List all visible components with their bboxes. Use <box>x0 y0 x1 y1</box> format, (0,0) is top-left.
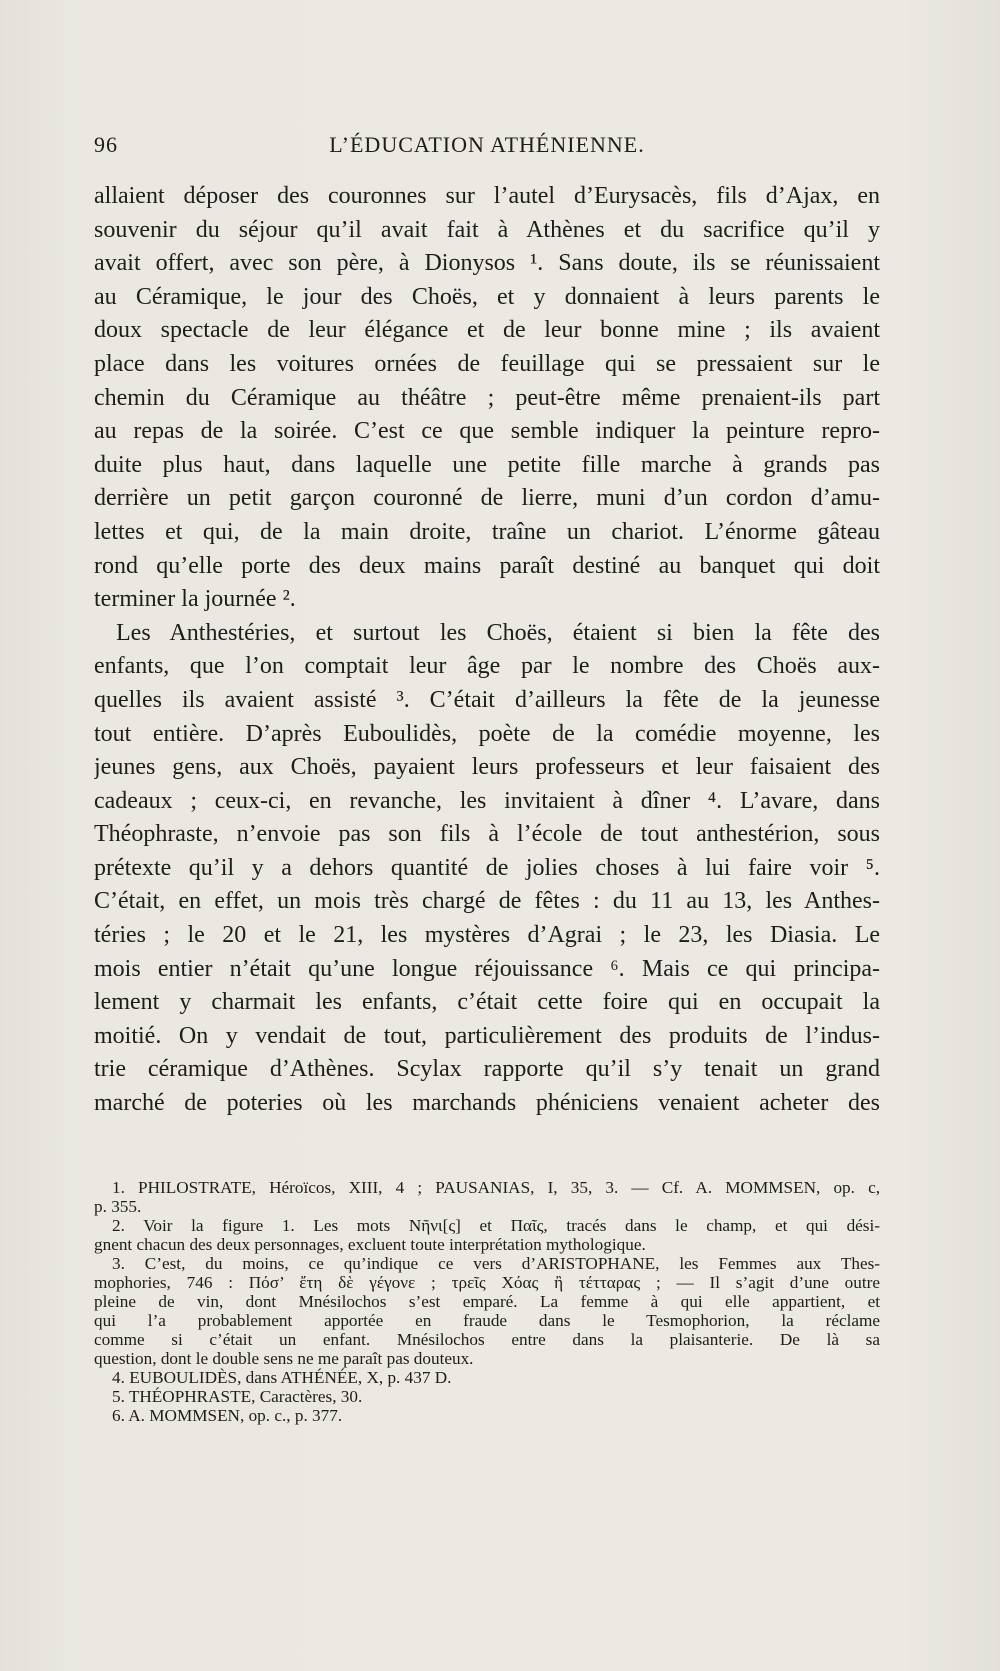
body-line: prétexte qu’il y a dehors quantité de jolies choses à lui faire voir ⁵. <box>94 854 880 881</box>
body-line: allaient déposer des couronnes sur l’autel d’Eurysacès, fils d’Ajax, en <box>94 183 880 209</box>
body-line: avait offert, avec son père, à Dionysos ¹. Sans doute, ils se réunissaient <box>94 250 880 277</box>
body-line: souvenir du séjour qu’il avait fait à Athènes et du sacrifice qu’il y <box>94 216 880 243</box>
paragraph-start-line: Les Anthestéries, et surtout les Choës, étaient si bien la fête des <box>116 619 880 646</box>
footnote-5: 5. THÉOPHRASTE, Caractères, 30. <box>112 1387 363 1406</box>
body-line: lement y charmait les enfants, c’était cette foire qui en occupait la <box>94 989 880 1016</box>
body-line: terminer la journée ². <box>94 586 296 613</box>
body-line: cadeaux ; ceux-ci, en revanche, les invitaient à dîner ⁴. L’avare, dans <box>94 787 880 814</box>
body-line: Théophraste, n’envoie pas son fils à l’école de tout anthestérion, sous <box>94 821 880 848</box>
body-line: mois entier n’était qu’une longue réjouissance ⁶. Mais ce qui principa- <box>94 955 880 982</box>
body-line: rond qu’elle porte des deux mains paraît destiné au banquet qui doit <box>94 552 880 579</box>
body-line: place dans les voitures ornées de feuillage qui se pressaient sur le <box>94 350 880 377</box>
body-line: marché de poteries où les marchands phéniciens venaient acheter des <box>94 1090 880 1117</box>
body-line: trie céramique d’Athènes. Scylax rapporte qu’il s’y tenait un grand <box>94 1056 880 1083</box>
body-line: quelles ils avaient assisté ³. C’était d’ailleurs la fête de la jeunesse <box>94 686 880 713</box>
body-line: lettes et qui, de la main droite, traîne un chariot. L’énorme gâteau <box>94 518 880 545</box>
body-text <box>94 180 880 1121</box>
footnote-line: p. 355. <box>94 1197 142 1216</box>
body-line: duite plus haut, dans laquelle une petite fille marche à grands pas <box>94 451 880 478</box>
body-line: moitié. On y vendait de tout, particulièrement des produits de l’indus- <box>94 1022 880 1049</box>
footnote-line: qui l’a probablement apportée en fraude dans le Tesmophorion, la réclame <box>94 1311 880 1330</box>
body-line: C’était, en effet, un mois très chargé de fêtes : du 11 au 13, les Anthes- <box>94 888 880 915</box>
footnote-line: gnent chacun des deux personnages, excluent toute interprétation mythologique. <box>94 1235 646 1254</box>
footnote-line: comme si c’était un enfant. Mnésilochos entre dans la plaisanterie. De là sa <box>94 1330 880 1349</box>
body-line: enfants, que l’on comptait leur âge par le nombre des Choës aux- <box>94 653 880 680</box>
body-line: jeunes gens, aux Choës, payaient leurs professeurs et leur faisaient des <box>94 754 880 781</box>
footnote-6: 6. A. MOMMSEN, op. c., p. 377. <box>112 1406 343 1425</box>
footnote-2: 2. Voir la figure 1. Les mots Νῆνι[ς] et Παῖς, tracés dans le champ, et qui dési- <box>112 1216 880 1235</box>
page-header <box>94 132 880 164</box>
footnote-line: mophories, 746 : Πόσ’ ἔτη δὲ γέγονε ; τρεῖς Χόας ἢ τέτταρας ; — Il s’agit d’une outre <box>94 1273 880 1292</box>
page-number: 96 <box>94 132 118 157</box>
body-line: au Céramique, le jour des Choës, et y donnaient à leurs parents le <box>94 283 880 310</box>
footnote-line: question, dont le double sens ne me paraît pas douteux. <box>94 1349 474 1368</box>
body-line: doux spectacle de leur élégance et de leur bonne mine ; ils avaient <box>94 317 880 344</box>
footnote-4: 4. EUBOULIDÈS, dans ATHÉNÉE, X, p. 437 D. <box>112 1368 452 1387</box>
body-line: téries ; le 20 et le 21, les mystères d’Agrai ; le 23, les Diasia. Le <box>94 922 880 949</box>
body-line: chemin du Céramique au théâtre ; peut-être même prenaient-ils part <box>94 384 880 411</box>
running-title: L’ÉDUCATION ATHÉNIENNE. <box>329 132 645 157</box>
body-line: au repas de la soirée. C’est ce que semble indiquer la peinture repro- <box>94 418 880 445</box>
footnote-1: 1. PHILOSTRATE, Héroïcos, XIII, 4 ; PAUSANIAS, I, 35, 3. — Cf. A. MOMMSEN, op. c, <box>112 1178 880 1197</box>
footnotes <box>94 1178 880 1425</box>
footnote-line: pleine de vin, dont Mnésilochos s’est emparé. La femme à qui elle appartient, et <box>94 1292 880 1311</box>
body-line: derrière un petit garçon couronné de lierre, muni d’un cordon d’amu- <box>94 485 880 512</box>
footnote-3: 3. C’est, du moins, ce qu’indique ce vers d’ARISTOPHANE, les Femmes aux Thes- <box>112 1254 880 1273</box>
body-line: tout entière. D’après Euboulidès, poète de la comédie moyenne, les <box>94 720 880 747</box>
